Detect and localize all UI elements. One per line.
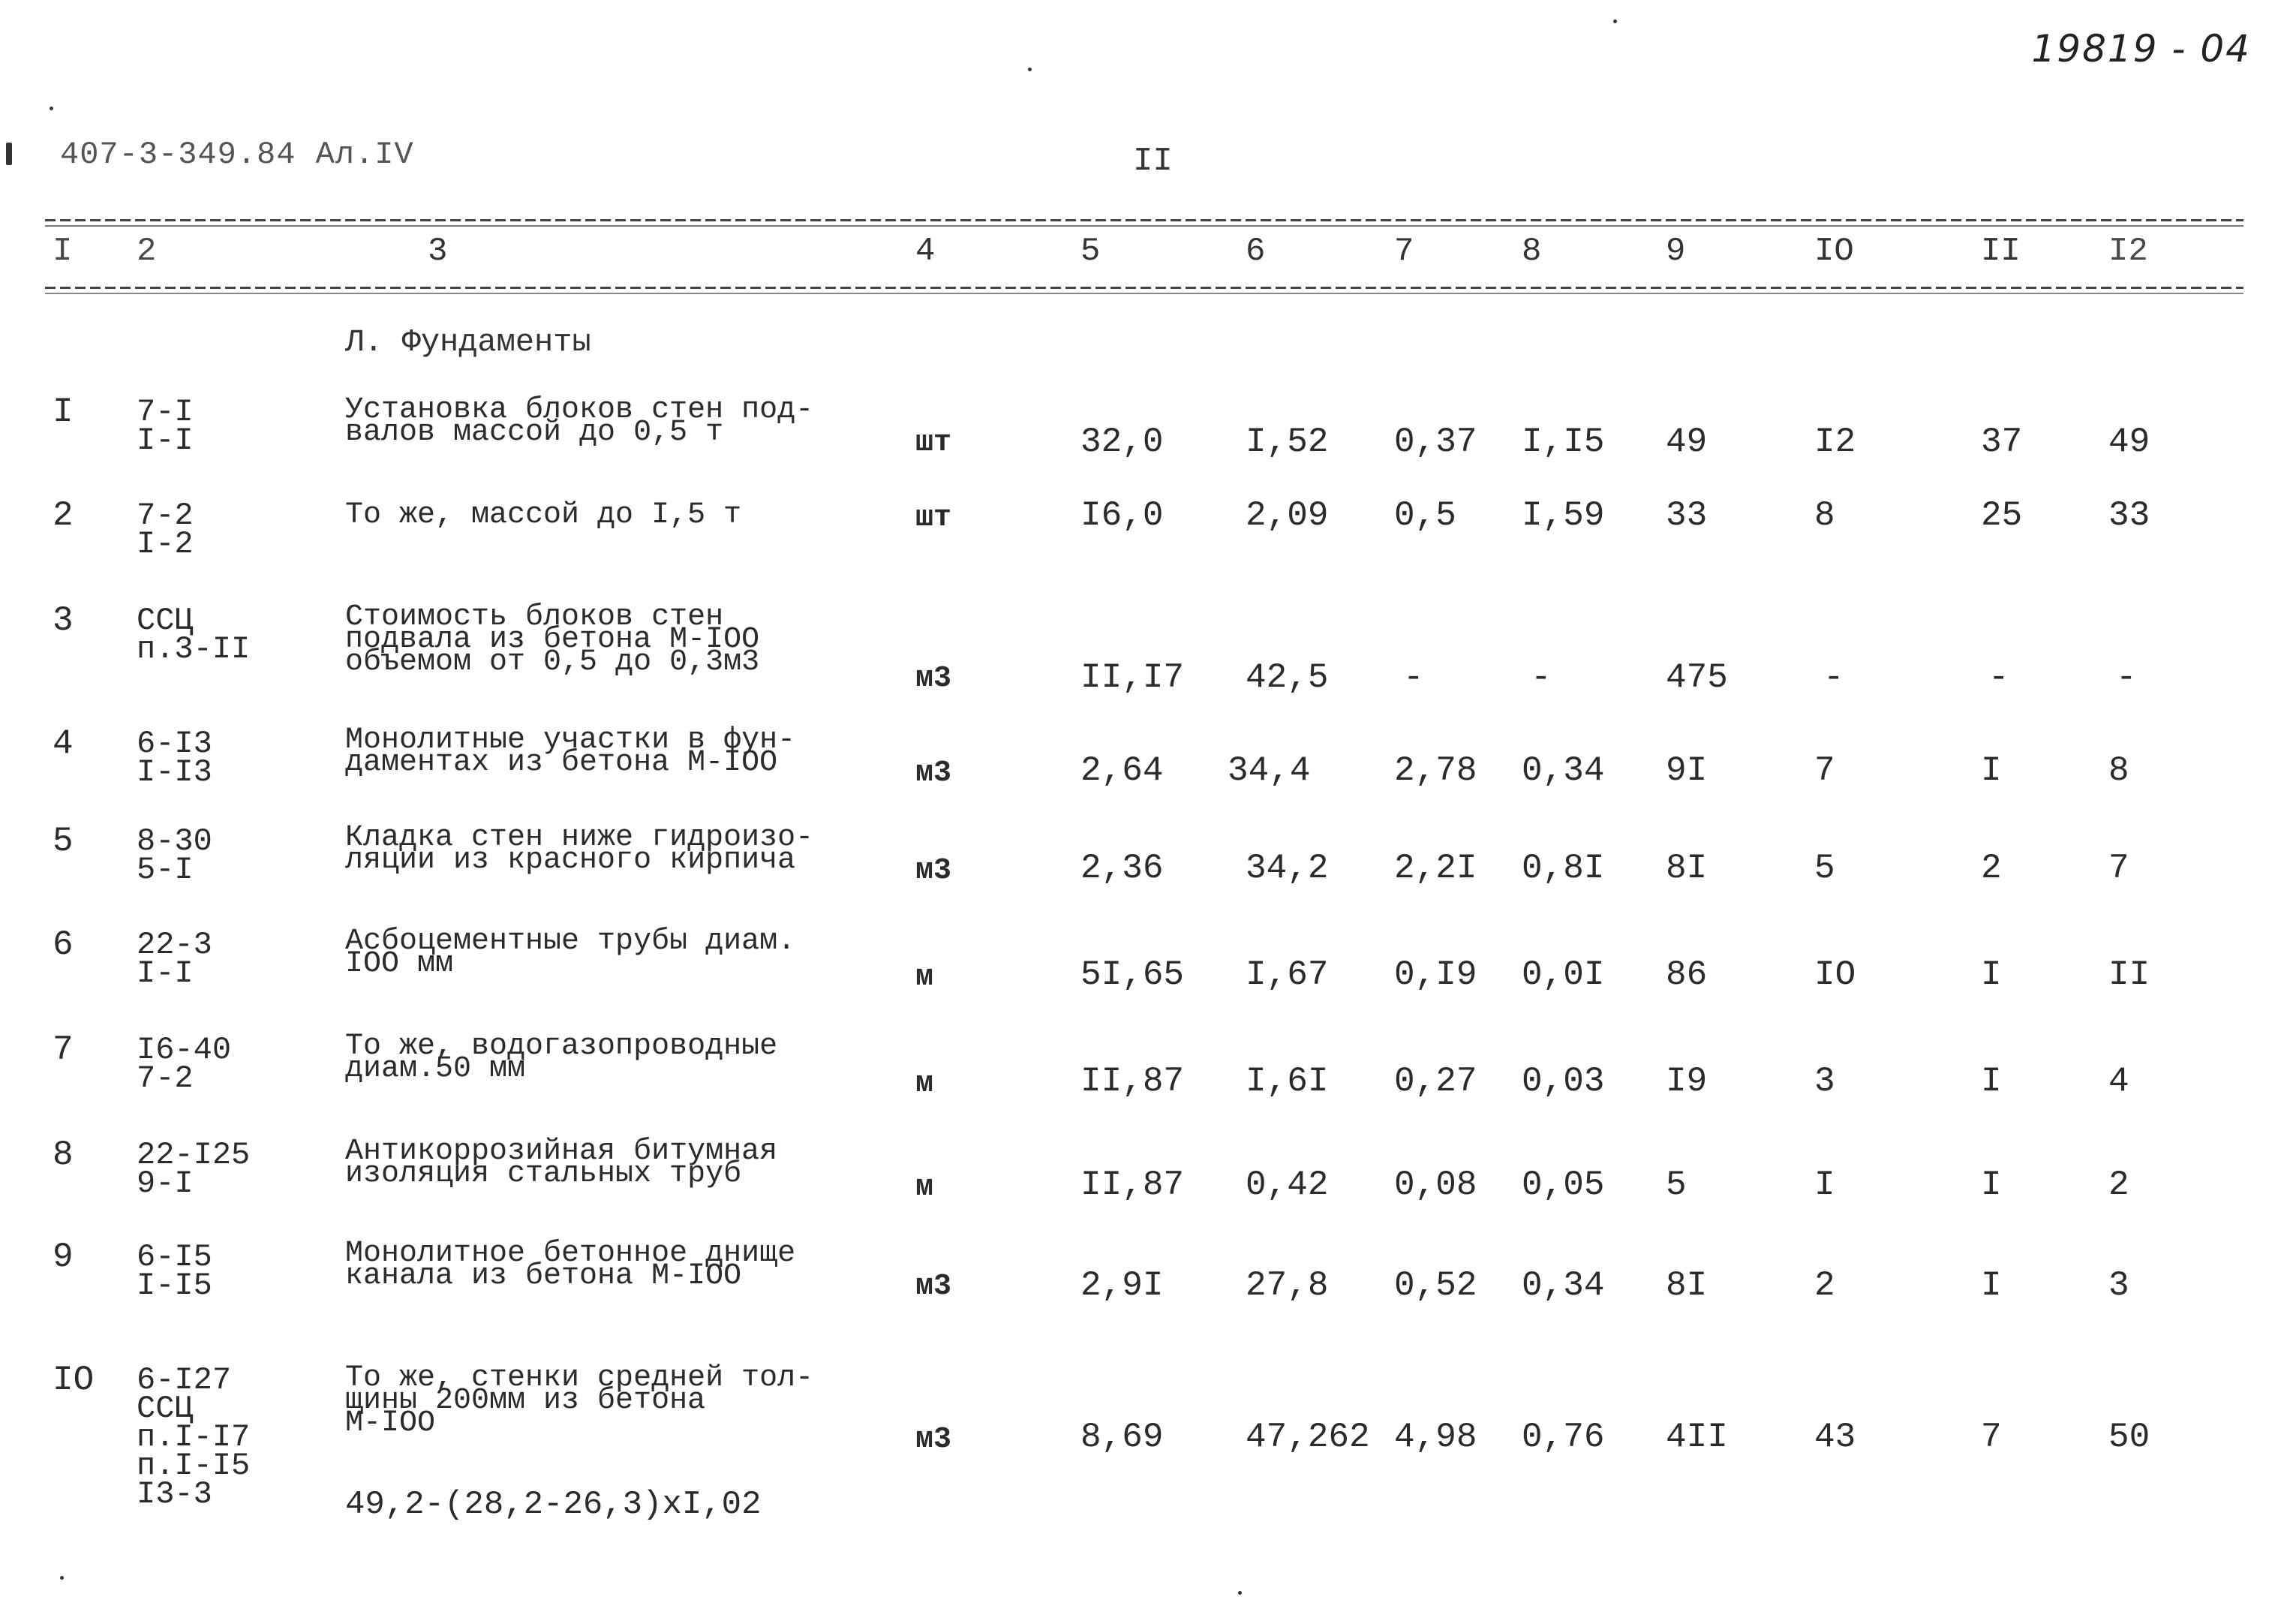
row-description: Стоимость блоков стен подвала из бетона М-IOO объемом от 0,5 до 0,3м3 <box>345 600 760 679</box>
row-col12: 8 <box>2108 751 2129 790</box>
column-number-3: 3 <box>428 233 448 270</box>
row-unit: м <box>915 1067 934 1101</box>
page-number: II <box>1133 143 1173 180</box>
row-number: 7 <box>53 1030 74 1069</box>
row-col10: 8 <box>1814 496 1835 535</box>
document-code: 407-3-349.84 Ал.IV <box>60 137 414 173</box>
row-col8: 0,8I <box>1522 849 1605 888</box>
row-code: 7-I I-I <box>137 394 194 459</box>
row-col5: II,I7 <box>1080 658 1185 697</box>
row-description: Монолитное бетонное днище канала из бетона М-IOO <box>345 1237 796 1293</box>
row-col8: I,59 <box>1522 496 1605 535</box>
row-col10: 2 <box>1814 1266 1835 1305</box>
row-col6: 34,2 <box>1246 849 1329 888</box>
row-unit: м3 <box>915 662 952 696</box>
scan-speck <box>6 143 12 165</box>
row-col5: II,87 <box>1080 1062 1185 1101</box>
row-col7: 0,I9 <box>1394 955 1477 994</box>
row-description: Антикоррозийная битумная изоляция стальных труб <box>345 1135 778 1191</box>
row-col9: I9 <box>1666 1062 1708 1101</box>
row-code: 22-3 I-I <box>137 927 212 991</box>
row-col12: 50 <box>2108 1418 2150 1457</box>
row-unit: м3 <box>915 1423 952 1457</box>
row-col11: 25 <box>1981 496 2023 535</box>
row-number: 2 <box>53 496 74 535</box>
row-col8: 0,34 <box>1522 751 1605 790</box>
row-col6: 2,09 <box>1246 496 1329 535</box>
row-col7: 0,52 <box>1394 1266 1477 1305</box>
row-col10: 3 <box>1814 1062 1835 1101</box>
row-col7: 0,37 <box>1394 423 1477 462</box>
row-col9: 86 <box>1666 955 1708 994</box>
row-col11: 2 <box>1981 849 2002 888</box>
scan-speck <box>1028 68 1032 71</box>
row-col8: 0,0I <box>1522 955 1605 994</box>
row-col8: 0,34 <box>1522 1266 1605 1305</box>
column-number-12: I2 <box>2108 233 2148 270</box>
row-code: I6-40 7-2 <box>137 1032 232 1096</box>
row-number: 5 <box>53 822 74 861</box>
row-unit: шт <box>915 426 952 460</box>
column-number-11: II <box>1981 233 2021 270</box>
row-col5: 8,69 <box>1080 1418 1164 1457</box>
row-col6: I,6I <box>1246 1062 1329 1101</box>
column-number-9: 9 <box>1666 233 1686 270</box>
row-description: Установка блоков стен под- валов массой до 0,5 т <box>345 393 814 450</box>
row-col10: 5 <box>1814 849 1835 888</box>
row-col8: 0,03 <box>1522 1062 1605 1101</box>
row-col10: 43 <box>1814 1418 1856 1457</box>
row-unit: шт <box>915 501 952 535</box>
column-number-5: 5 <box>1080 233 1101 270</box>
row-description: Кладка стен ниже гидроизо- ляции из красного кирпича <box>345 821 814 877</box>
row-col9: 4II <box>1666 1418 1728 1457</box>
row-col6: 27,8 <box>1246 1266 1329 1305</box>
scan-speck <box>1238 1591 1242 1595</box>
row-col9: 8I <box>1666 849 1708 888</box>
row-col9: 33 <box>1666 496 1708 535</box>
row-col10: - <box>1823 658 1844 697</box>
row-code: 7-2 I-2 <box>137 498 194 562</box>
section-title: Л. Фундаменты <box>345 324 591 360</box>
row-description: Асбоцементные трубы диам. IOO мм <box>345 925 796 981</box>
row-col10: I <box>1814 1165 1835 1204</box>
row-code: 8-30 5-I <box>137 823 212 888</box>
row-col12: - <box>2116 658 2137 697</box>
row-col6: I,52 <box>1246 423 1329 462</box>
row-number: 3 <box>53 601 74 640</box>
column-number-8: 8 <box>1522 233 1542 270</box>
row-description: Монолитные участки в фун- даментах из бетона М-IOO <box>345 723 796 780</box>
scan-speck <box>50 107 53 110</box>
row-col11: I <box>1981 1266 2002 1305</box>
row-col9: 5 <box>1666 1165 1687 1204</box>
row-col5: I6,0 <box>1080 496 1164 535</box>
row-col6: 0,42 <box>1246 1165 1329 1204</box>
row-code: 6-I5 I-I5 <box>137 1239 212 1304</box>
column-number-7: 7 <box>1394 233 1414 270</box>
header-bottom-rule-2 <box>45 293 2243 294</box>
row-col9: 49 <box>1666 423 1708 462</box>
row-col5: 2,36 <box>1080 849 1164 888</box>
row-col12: 4 <box>2108 1062 2129 1101</box>
row-col7: 2,78 <box>1394 751 1477 790</box>
row-col10: I2 <box>1814 423 1856 462</box>
row-unit: м <box>915 961 934 994</box>
row-unit: м <box>915 1171 934 1204</box>
row-col6: 47,262 <box>1246 1418 1370 1457</box>
header-top-rule-2 <box>45 225 2243 227</box>
row-col11: 7 <box>1981 1418 2002 1457</box>
column-number-2: 2 <box>137 233 157 270</box>
row-number: 4 <box>53 724 74 763</box>
row-code: 22-I25 9-I <box>137 1137 251 1201</box>
row-number: 6 <box>53 925 74 964</box>
scan-speck <box>1613 20 1617 23</box>
row-col10: 7 <box>1814 751 1835 790</box>
row-unit: м3 <box>915 756 952 790</box>
row-number: 9 <box>53 1238 74 1277</box>
row-col5: 32,0 <box>1080 423 1164 462</box>
row-col7: 4,98 <box>1394 1418 1477 1457</box>
row-number: 8 <box>53 1135 74 1174</box>
row-col7: 0,5 <box>1394 496 1456 535</box>
row-description: То же, водогазопроводные диам.50 мм <box>345 1030 778 1086</box>
row-col10: IO <box>1814 955 1856 994</box>
row-col5: 5I,65 <box>1080 955 1185 994</box>
row-unit: м3 <box>915 854 952 888</box>
row-col9: 8I <box>1666 1266 1708 1305</box>
column-number-1: I <box>53 233 73 270</box>
row-code: 6-I27 ССЦ п.I-I7 п.I-I5 I3-3 <box>137 1362 251 1512</box>
row-col5: 2,64 <box>1080 751 1164 790</box>
row-col11: I <box>1981 1062 2002 1101</box>
row-col11: 37 <box>1981 423 2023 462</box>
row-description: То же, массой до I,5 т <box>345 498 742 532</box>
row-col7: - <box>1403 658 1424 697</box>
row-col7: 0,08 <box>1394 1165 1477 1204</box>
row-col5: II,87 <box>1080 1165 1185 1204</box>
row-col12: 3 <box>2108 1266 2129 1305</box>
row-col6: I,67 <box>1246 955 1329 994</box>
row-code: ССЦ п.3-II <box>137 603 251 667</box>
row-col8: 0,76 <box>1522 1418 1605 1457</box>
row-col9: 475 <box>1666 658 1728 697</box>
row-col7: 2,2I <box>1394 849 1477 888</box>
header-top-rule <box>45 219 2243 221</box>
column-number-4: 4 <box>915 233 936 270</box>
row-col12: 7 <box>2108 849 2129 888</box>
row-col8: 0,05 <box>1522 1165 1605 1204</box>
row-col8: I,I5 <box>1522 423 1605 462</box>
column-number-6: 6 <box>1246 233 1266 270</box>
row-col12: II <box>2108 955 2150 994</box>
row-code: 6-I3 I-I3 <box>137 726 212 790</box>
row-col8: - <box>1531 658 1552 697</box>
row-col5: 2,9I <box>1080 1266 1164 1305</box>
row-col11: - <box>1988 658 2009 697</box>
row-unit: м3 <box>915 1270 952 1304</box>
row-col6: 34,4 <box>1228 751 1311 790</box>
row-col12: 49 <box>2108 423 2150 462</box>
row-col9: 9I <box>1666 751 1708 790</box>
row-col11: I <box>1981 1165 2002 1204</box>
header-bottom-rule <box>45 287 2243 289</box>
row-number: IO <box>53 1361 95 1400</box>
handwritten-archive-number: 19819 - 04 <box>2031 27 2251 71</box>
row-description: То же, стенки средней тол- щины 200мм из бетона М-IOO <box>345 1361 814 1440</box>
row-col12: 33 <box>2108 496 2150 535</box>
row-col11: I <box>1981 955 2002 994</box>
scan-speck <box>60 1576 64 1580</box>
row-col7: 0,27 <box>1394 1062 1477 1101</box>
row-col12: 2 <box>2108 1165 2129 1204</box>
row-col6: 42,5 <box>1246 658 1329 697</box>
row-col11: I <box>1981 751 2002 790</box>
row-number: I <box>53 392 74 432</box>
row-description-formula: 49,2-(28,2-26,3)хI,02 <box>345 1486 762 1523</box>
column-number-10: IO <box>1814 233 1854 270</box>
